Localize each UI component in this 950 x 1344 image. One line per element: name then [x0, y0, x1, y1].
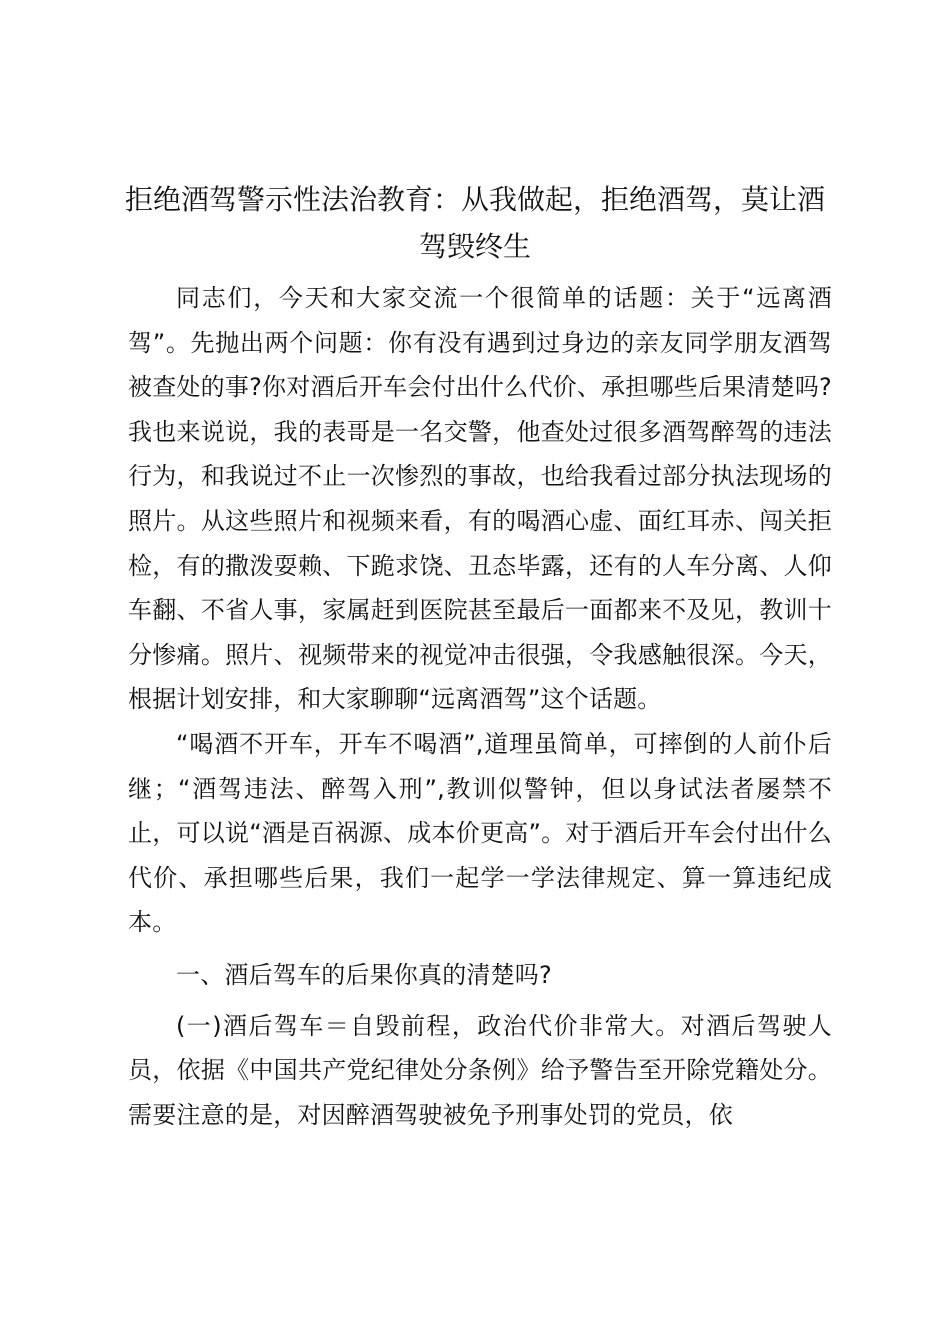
- paragraph-slogan: “喝酒不开车，开车不喝酒”,道理虽简单，可摔倒的人前仆后继；“酒驾违法、醉驾入刑”,教训似警钟，但以身试法者屡禁不止，可以说“酒是百祸源、成本价更高”。对于酒后开车会付出什么代价、承担哪些后果，我们一起学一学法律规定、算一算违纪成本。: [128, 729, 832, 937]
- section-heading: 一、酒后驾车的后果你真的清楚吗?: [176, 960, 552, 989]
- document-body: [128, 276, 832, 1137]
- document-title: 拒绝酒驾警示性法治教育：从我做起，拒绝酒驾，莫让酒驾毁终生: [124, 183, 825, 263]
- paragraph-section-1: (一)酒后驾车＝自毁前程，政治代价非常大。对酒后驾驶人员，依据《中国共产党纪律处分条例》给予警告至开除党籍处分。需要注意的是，对因醉酒驾驶被免予刑事处罚的党员，依: [128, 1011, 832, 1129]
- paragraph-intro: 同志们，今天和大家交流一个很简单的话题：关于“远离酒驾”。先抛出两个问题：你有没有遇到过身边的亲友同学朋友酒驾被查处的事?你对酒后开车会付出什么代价、承担哪些后果清楚吗?我也来说说，我的表哥是一名交警，他查处过很多酒驾醉驾的违法行为，和我说过不止一次惨烈的事故，也给我看过部分执法现场的照片。从这些照片和视频来看，有的喝酒心虚、面红耳赤、闯关拒检，有的撒泼耍赖、下跪求饶、丑态毕露，还有的人车分离、人仰车翻、不省人事，家属赶到医院甚至最后一面都来不及见，教训十分惨痛。照片、视频带来的视觉冲击很强，令我感触很深。今天，根据计划安排，和大家聊聊“远离酒驾”这个话题。: [128, 284, 832, 714]
